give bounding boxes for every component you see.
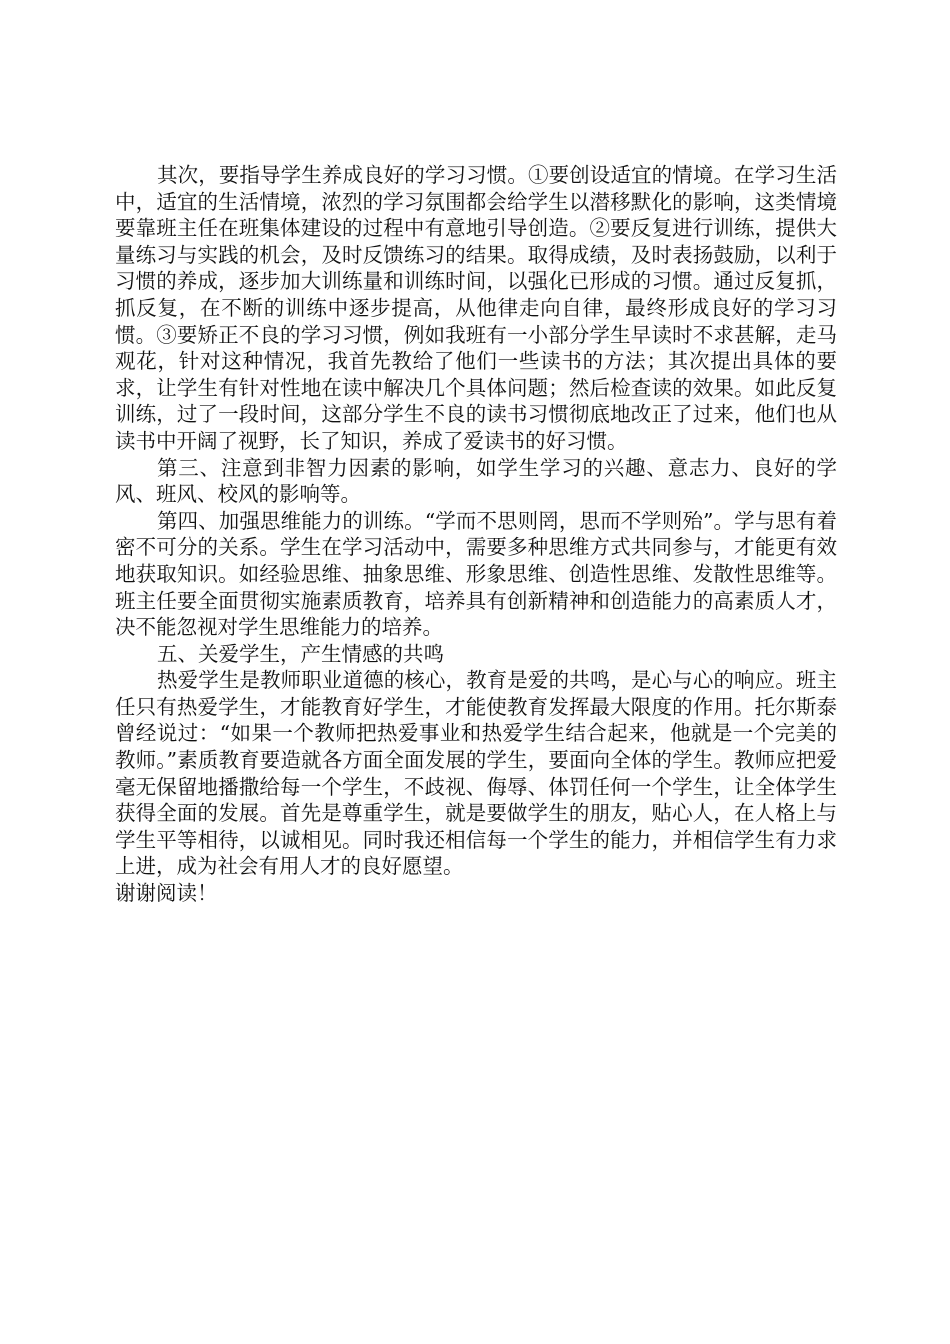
paragraph-love-students: 热爱学生是教师职业道德的核心，教育是爱的共鸣，是心与心的响应。班主任只有热爱学生，才能教育好学生，才能使教育发挥最大限度的作用。托尔斯泰曾经说过：“如果一个教师把热爱事业和热爱学生结合起来，他就是一个完美的教师。”素质教育要造就各方面全面发展的学生，要面向全体的学生。教师应把爱毫无保留地播撒给每一个学生，不歧视、侮辱、体罚任何一个学生，让全体学生获得全面的发展。首先是尊重学生，就是要做学生的朋友，贴心人，在人格上与学生平等相待，以诚相见。同时我还相信每一个学生的能力，并相信学生有力求上进，成为社会有用人才的良好愿望。	[115, 668, 837, 879]
paragraph-non-intelligence-factors: 第三、注意到非智力因素的影响，如学生学习的兴趣、意志力、良好的学风、班风、校风的影响等。	[115, 455, 837, 507]
closing-text: 谢谢阅读！	[115, 881, 218, 906]
document-body	[115, 162, 837, 907]
paragraph-study-habits: 其次，要指导学生养成良好的学习习惯。①要创设适宜的情境。在学习生活中，适宜的生活情境，浓烈的学习氛围都会给学生以潜移默化的影响，这类情境要靠班主任在班集体建设的过程中有意地引导创造。②要反复进行训练，提供大量练习与实践的机会，及时反馈练习的结果。取得成绩，及时表扬鼓励，以利于习惯的养成，逐步加大训练量和训练时间，以强化已形成的习惯。通过反复抓，抓反复，在不断的训练中逐步提高，从他律走向自律，最终形成良好的学习习惯。③要矫正不良的学习习惯，例如我班有一小部分学生早读时不求甚解，走马观花，针对这种情况，我首先教给了他们一些读书的方法；其次提出具体的要求，让学生有针对性地在读中解决几个具体问题；然后检查读的效果。如此反复训练，过了一段时间，这部分学生不良的读书习惯彻底地改正了过来，他们也从读书中开阔了视野，长了知识，养成了爱读书的好习惯。	[115, 163, 837, 453]
section-heading-caring-students: 五、关爱学生，产生情感的共鸣	[157, 641, 444, 666]
paragraph-thinking-training: 第四、加强思维能力的训练。“学而不思则罔，思而不学则殆”。学与思有着密不可分的关系。学生在学习活动中，需要多种思维方式共同参与，才能更有效地获取知识。如经验思维、抽象思维、形象思维、创造性思维、发散性思维等。班主任要全面贯彻实施素质教育，培养具有创新精神和创造能力的高素质人才，决不能忽视对学生思维能力的培养。	[115, 508, 837, 640]
